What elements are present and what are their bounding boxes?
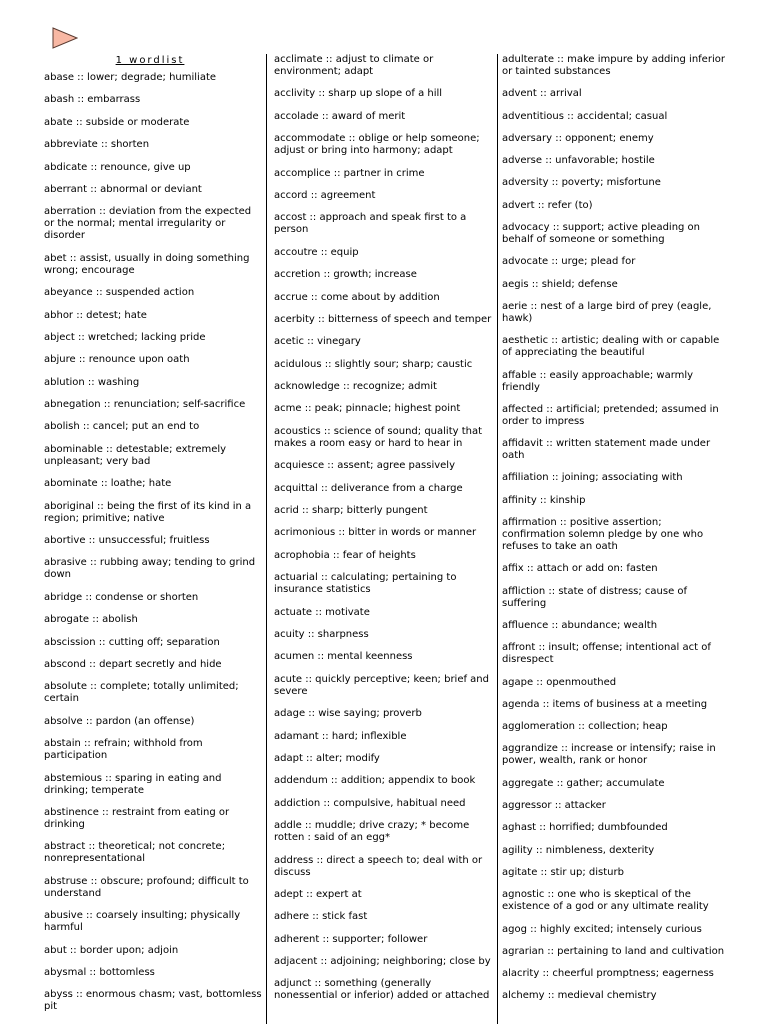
wordlist-entry: acumen :: mental keenness bbox=[274, 651, 413, 663]
wordlist-entry: abusive :: coarsely insulting; physically harmful bbox=[44, 910, 241, 934]
wordlist-entry: acknowledge :: recognize; admit bbox=[274, 381, 437, 393]
wordlist-entry: abstinence :: restraint from eating or drinking bbox=[44, 806, 230, 830]
wordlist-entry: abase :: lower; degrade; humiliate bbox=[44, 72, 217, 83]
wordlist-entry: addiction :: compulsive, habitual need bbox=[274, 797, 466, 809]
wordlist-entry: aerie :: nest of a large bird of prey (eagle, hawk) bbox=[502, 300, 712, 324]
wordlist-entry: acquittal :: deliverance from a charge bbox=[274, 482, 463, 494]
wordlist-column-1 bbox=[36, 54, 264, 1024]
wordlist-entry: alchemy :: medieval chemistry bbox=[502, 990, 657, 1002]
wordlist-entry: agglomeration :: collection; heap bbox=[502, 721, 668, 733]
wordlist-entry: alacrity :: cheerful promptness; eagerness bbox=[502, 968, 714, 980]
wordlist-entry: abolish :: cancel; put an end to bbox=[44, 421, 200, 433]
wordlist-entry: agenda :: items of business at a meeting bbox=[502, 698, 708, 710]
wordlist-entry: aegis :: shield; defense bbox=[502, 278, 618, 290]
wordlist-entry: acetic :: vinegary bbox=[274, 336, 361, 348]
wordlist-entry: affix :: attach or add on: fasten bbox=[502, 563, 658, 575]
wordlist-heading: 1 wordlist bbox=[115, 55, 185, 66]
wordlist-entry: abyss :: enormous chasm; vast, bottomless pit bbox=[44, 989, 262, 1013]
wordlist-entry: aggrandize :: increase or intensify; raise in power, wealth, rank or honor bbox=[502, 743, 716, 767]
wordlist-entry: aghast :: horrified; dumbfounded bbox=[502, 822, 668, 834]
wordlist-entry: acclimate :: adjust to climate or environment; adapt bbox=[274, 54, 434, 77]
wordlist-entry: affable :: easily approachable; warmly friendly bbox=[502, 369, 694, 393]
wordlist-entry: adamant :: hard; inflexible bbox=[274, 730, 407, 742]
wordlist-column-2 bbox=[266, 54, 498, 1024]
wordlist-entry: agog :: highly excited; intensely curious bbox=[502, 923, 702, 935]
wordlist-entry: absolve :: pardon (an offense) bbox=[44, 715, 195, 727]
wordlist-entry: accolade :: award of merit bbox=[274, 110, 406, 122]
wordlist-entry: acute :: quickly perceptive; keen; brief and severe bbox=[274, 673, 489, 697]
wordlist-entry: abstract :: theoretical; not concrete; nonrepresentational bbox=[44, 841, 226, 865]
wordlist-entry: adjacent :: adjoining; neighboring; close by bbox=[274, 956, 491, 968]
wordlist-entry: adhere :: stick fast bbox=[274, 911, 368, 923]
wordlist-entry: adverse :: unfavorable; hostile bbox=[502, 155, 655, 167]
wordlist-entry: accomplice :: partner in crime bbox=[274, 167, 425, 179]
wordlist-entry: affinity :: kinship bbox=[502, 494, 586, 506]
wordlist-entry: adage :: wise saying; proverb bbox=[274, 708, 422, 720]
wordlist-entry: abstain :: refrain; withhold from participation bbox=[44, 738, 203, 762]
wordlist-entry: accord :: agreement bbox=[274, 189, 376, 201]
wordlist-entry: address :: direct a speech to; deal with or discuss bbox=[274, 854, 483, 878]
wordlist-column-3 bbox=[496, 54, 726, 1013]
wordlist-entry: abscond :: depart secretly and hide bbox=[44, 658, 222, 670]
wordlist-entry: agitate :: stir up; disturb bbox=[502, 866, 624, 878]
wordlist-entry: actuarial :: calculating; pertaining to insurance statistics bbox=[274, 572, 457, 596]
wordlist-entry: adversity :: poverty; misfortune bbox=[502, 177, 661, 189]
wordlist-entry: abrasive :: rubbing away; tending to grind down bbox=[44, 557, 256, 581]
wordlist-entry: abscission :: cutting off; separation bbox=[44, 636, 220, 648]
wordlist-entry: acclivity :: sharp up slope of a hill bbox=[274, 88, 443, 100]
wordlist-entry: acrimonious :: bitter in words or manner bbox=[274, 527, 477, 539]
wordlist-entry: acrid :: sharp; bitterly pungent bbox=[274, 505, 428, 517]
wordlist-entry: advocate :: urge; plead for bbox=[502, 256, 636, 268]
wordlist-entry: acoustics :: science of sound; quality that makes a room easy or hard to hear in bbox=[274, 425, 483, 449]
wordlist-entry: accommodate :: oblige or help someone; adjust or bring into harmony; adapt bbox=[274, 133, 480, 157]
wordlist-entry: abominate :: loathe; hate bbox=[44, 478, 172, 490]
wordlist-entry: abeyance :: suspended action bbox=[44, 287, 195, 299]
wordlist-entry: aggressor :: attacker bbox=[502, 800, 606, 812]
wordlist-entry: accoutre :: equip bbox=[274, 246, 359, 258]
wordlist-entry: abstemious :: sparing in eating and drinking; temperate bbox=[44, 772, 222, 796]
wordlist-entry: abhor :: detest; hate bbox=[44, 309, 147, 321]
wordlist-entry: adept :: expert at bbox=[274, 888, 362, 900]
wordlist-entry: aberrant :: abnormal or deviant bbox=[44, 183, 202, 195]
wordlist-entry: abut :: border upon; adjoin bbox=[44, 944, 179, 956]
wordlist-entry: aberration :: deviation from the expected or the normal; mental irregularity or disorder bbox=[44, 206, 252, 242]
wordlist-entry: accost :: approach and speak first to a person bbox=[274, 212, 467, 236]
wordlist-entry: actuate :: motivate bbox=[274, 606, 370, 618]
wordlist-entry: advocacy :: support; active pleading on behalf of someone or something bbox=[502, 222, 701, 246]
wordlist-entry: adulterate :: make impure by adding inferior or tainted substances bbox=[502, 54, 725, 77]
wordlist-entry: addendum :: addition; appendix to book bbox=[274, 775, 476, 787]
wordlist-entry: acidulous :: slightly sour; sharp; caustic bbox=[274, 358, 473, 370]
wordlist-entry: abstruse :: obscure; profound; difficult to understand bbox=[44, 875, 249, 899]
wordlist-entry: aggregate :: gather; accumulate bbox=[502, 777, 665, 789]
wordlist-entry: affront :: insult; offense; intentional act of disrespect bbox=[502, 642, 711, 666]
wordlist-entry: advert :: refer (to) bbox=[502, 199, 593, 211]
wordlist-entry: abdicate :: renounce, give up bbox=[44, 161, 191, 173]
wordlist-entry: abridge :: condense or shorten bbox=[44, 591, 199, 603]
wordlist-entry: acuity :: sharpness bbox=[274, 628, 369, 640]
wordlist-entry: acerbity :: bitterness of speech and temper bbox=[274, 313, 492, 325]
wordlist-entry: abject :: wretched; lacking pride bbox=[44, 331, 206, 343]
wordlist-entry: affected :: artificial; pretended; assumed in order to impress bbox=[502, 403, 719, 427]
wordlist-entry: abjure :: renounce upon oath bbox=[44, 354, 190, 366]
wordlist-entry: advent :: arrival bbox=[502, 88, 582, 100]
wordlist-entry: agility :: nimbleness, dexterity bbox=[502, 844, 655, 856]
wordlist-entry: adversary :: opponent; enemy bbox=[502, 132, 654, 144]
pointer-arrow-icon bbox=[52, 27, 78, 49]
wordlist-entry: agrarian :: pertaining to land and cultivation bbox=[502, 945, 725, 957]
wordlist-entry: affirmation :: positive assertion; confirmation solemn pledge by one who refuses to take an oath bbox=[502, 517, 704, 553]
wordlist-entry: abet :: assist, usually in doing something wrong; encourage bbox=[44, 252, 250, 276]
wordlist-entry: adjunct :: something (generally nonessential or inferior) added or attached bbox=[274, 978, 490, 1002]
wordlist-entry: abate :: subside or moderate bbox=[44, 116, 190, 128]
wordlist-entry: abominable :: detestable; extremely unpleasant; very bad bbox=[44, 443, 227, 467]
wordlist-entry: acquiesce :: assent; agree passively bbox=[274, 460, 455, 472]
wordlist-entry: affiliation :: joining; associating with bbox=[502, 472, 683, 484]
wordlist-entry: addle :: muddle; drive crazy; * become rotten : said of an egg* bbox=[274, 820, 470, 844]
wordlist-entry: accrue :: come about by addition bbox=[274, 291, 440, 303]
wordlist-entry: affluence :: abundance; wealth bbox=[502, 619, 658, 631]
wordlist-entry: agnostic :: one who is skeptical of the existence of a god or any ultimate reality bbox=[502, 889, 709, 913]
wordlist-entry: affliction :: state of distress; cause of suffering bbox=[502, 585, 688, 609]
wordlist-entry: abash :: embarrass bbox=[44, 94, 141, 106]
wordlist-entry: ablution :: washing bbox=[44, 376, 140, 388]
wordlist-entry: agape :: openmouthed bbox=[502, 676, 617, 688]
wordlist-entry: adherent :: supporter; follower bbox=[274, 933, 428, 945]
wordlist-entry: absolute :: complete; totally unlimited; certain bbox=[44, 681, 239, 705]
wordlist-entry: affidavit :: written statement made under oath bbox=[502, 438, 711, 462]
wordlist-entry: acrophobia :: fear of heights bbox=[274, 549, 416, 561]
wordlist-entry: acme :: peak; pinnacle; highest point bbox=[274, 403, 461, 415]
wordlist-entry: aesthetic :: artistic; dealing with or capable of appreciating the beautiful bbox=[502, 335, 720, 359]
wordlist-entry: accretion :: growth; increase bbox=[274, 269, 417, 281]
wordlist-entry: abnegation :: renunciation; self-sacrifice bbox=[44, 399, 246, 411]
wordlist-entry: adapt :: alter; modify bbox=[274, 752, 380, 764]
wordlist-entry: adventitious :: accidental; casual bbox=[502, 110, 668, 122]
wordlist-entry: abrogate :: abolish bbox=[44, 614, 138, 626]
wordlist-entry: abysmal :: bottomless bbox=[44, 966, 155, 978]
wordlist-entry: abbreviate :: shorten bbox=[44, 139, 150, 151]
wordlist-entry: aboriginal :: being the first of its kind in a region; primitive; native bbox=[44, 500, 252, 524]
wordlist-entry: abortive :: unsuccessful; fruitless bbox=[44, 535, 210, 547]
